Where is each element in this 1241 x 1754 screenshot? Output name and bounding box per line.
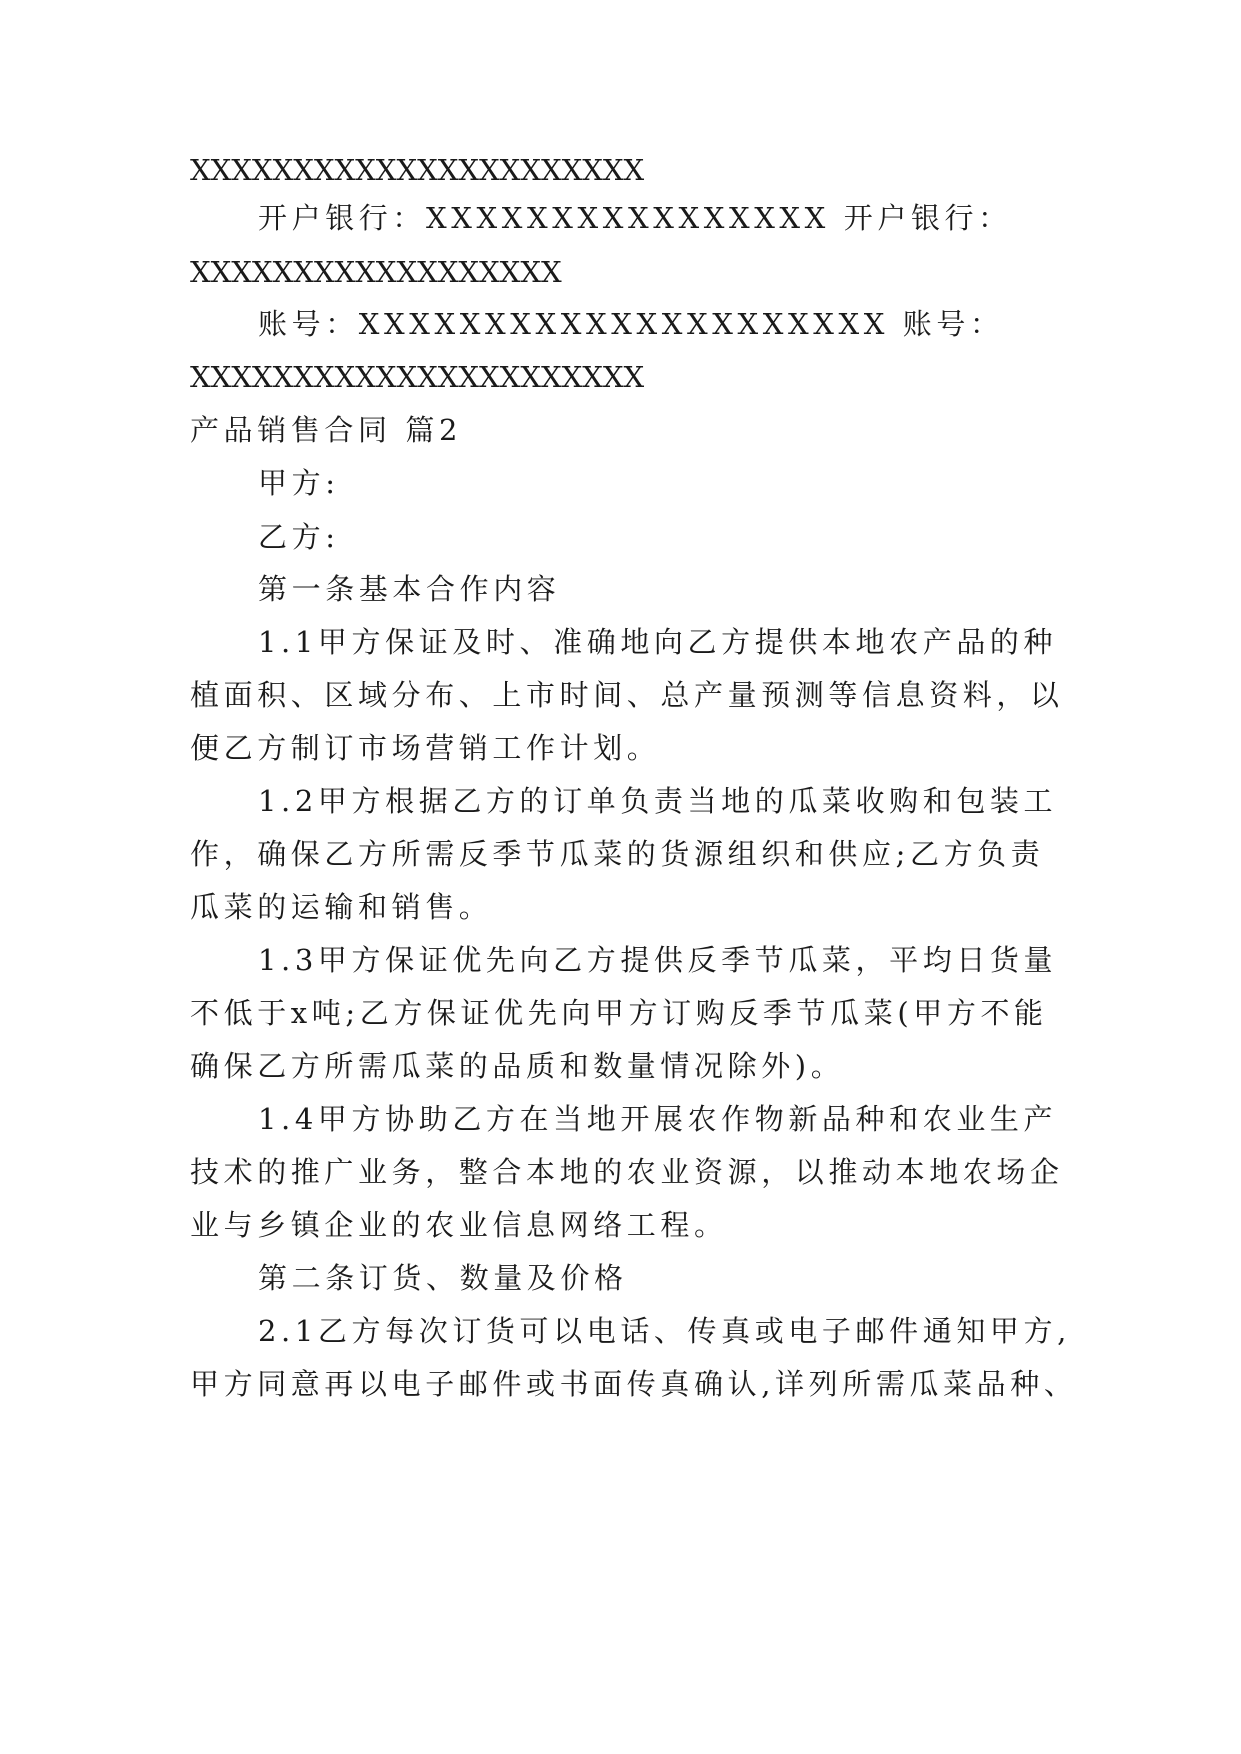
text-line: 便乙方制订市场营销工作计划。 xyxy=(190,731,661,765)
article-heading: 第一条基本合作内容 xyxy=(258,572,561,606)
text-line: 作，确保乙方所需反季节瓜菜的货源组织和供应;乙方负责 xyxy=(190,837,1045,871)
text-line: 1.3甲方保证优先向乙方提供反季节瓜菜，平均日货量 xyxy=(258,943,1058,977)
section-heading: 产品销售合同 篇2 xyxy=(190,413,463,447)
text-line: 账号：XXXXXXXXXXXXXXXXXXXXX 账号： xyxy=(258,307,1004,341)
text-line: 开户银行：XXXXXXXXXXXXXXXX 开户银行： xyxy=(258,201,1012,235)
text-line: 技术的推广业务，整合本地的农业资源，以推动本地农场企 xyxy=(190,1155,1064,1189)
text-line: 甲方同意再以电子邮件或书面传真确认,详列所需瓜菜品种、 xyxy=(190,1367,1078,1401)
text-line: 1.4甲方协助乙方在当地开展农作物新品种和农业生产 xyxy=(258,1102,1058,1136)
party-a-label: 甲方: xyxy=(258,466,340,500)
text-line: 1.1甲方保证及时、准确地向乙方提供本地农产品的种 xyxy=(258,625,1058,659)
party-b-label: 乙方: xyxy=(258,520,340,554)
text-line: 不低于x吨;乙方保证优先向甲方订购反季节瓜菜(甲方不能 xyxy=(190,996,1048,1030)
text-line: XXXXXXXXXXXXXXXXXX xyxy=(190,255,562,289)
text-line: 业与乡镇企业的农业信息网络工程。 xyxy=(190,1208,728,1242)
article-heading: 第二条订货、数量及价格 xyxy=(258,1261,628,1295)
text-line: XXXXXXXXXXXXXXXXXXXXXX xyxy=(190,360,645,394)
text-line: 瓜菜的运输和销售。 xyxy=(190,890,493,924)
text-line: XXXXXXXXXXXXXXXXXXXXXX xyxy=(190,153,645,187)
text-line: 1.2甲方根据乙方的订单负责当地的瓜菜收购和包装工 xyxy=(258,784,1058,818)
text-line: 植面积、区域分布、上市时间、总产量预测等信息资料，以 xyxy=(190,678,1064,712)
text-line: 2.1乙方每次订货可以电话、传真或电子邮件通知甲方, xyxy=(258,1314,1071,1348)
text-line: 确保乙方所需瓜菜的品质和数量情况除外)。 xyxy=(190,1049,845,1083)
